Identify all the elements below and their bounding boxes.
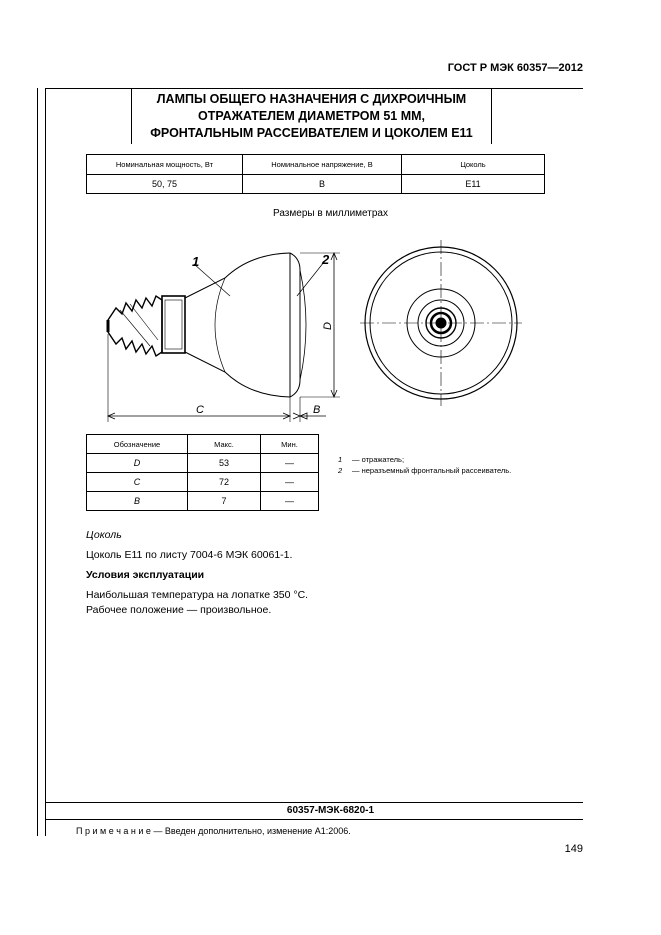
table-row: [87, 492, 319, 511]
spec-header-power: Номинальная мощность, Вт: [87, 155, 243, 175]
conditions-line-1: Наибольшая температура на лопатке 350 °С.: [86, 589, 309, 601]
title-block: [131, 88, 492, 144]
dim-max: 7: [188, 492, 261, 511]
title-line-2: ОТРАЖАТЕЛЕМ ДИАМЕТРОМ 51 ММ,: [197, 108, 426, 123]
legend: [338, 454, 511, 476]
lamp-side-view: [108, 253, 340, 422]
legend-text-1: — отражатель;: [352, 455, 405, 464]
dim-header-designation: Обозначение: [87, 435, 188, 454]
table-row: [87, 454, 319, 473]
base-heading: Цоколь: [86, 529, 122, 541]
list-item: [338, 465, 511, 476]
footer-note: П р и м е ч а н и е — Введен дополнительно, изменение А1:2006.: [76, 826, 351, 836]
table-row: [87, 473, 319, 492]
frame-bottom-top: [45, 802, 583, 803]
dim-min: —: [261, 454, 319, 473]
dim-designation: B: [87, 492, 188, 511]
spec-header-voltage: Номинальное напряжение, В: [243, 155, 402, 175]
legend-key-2: 2: [338, 466, 343, 475]
page-number: 149: [564, 843, 583, 855]
spec-power-value: 50, 75: [87, 175, 243, 194]
drawing-label-1: 1: [192, 254, 200, 269]
legend-key-1: 1: [338, 455, 343, 464]
spec-header-base: Цоколь: [402, 155, 545, 175]
dim-designation: D: [87, 454, 188, 473]
dim-header-max: Макс.: [188, 435, 261, 454]
frame-left-outer: [37, 88, 38, 836]
dim-designation: C: [87, 473, 188, 492]
frame-left-inner: [45, 88, 46, 836]
base-text: Цоколь E11 по листу 7004-6 МЭК 60061-1.: [86, 549, 293, 561]
sheet-code: 60357-МЭК-6820-1: [286, 805, 375, 816]
frame-bottom: [45, 819, 583, 820]
conditions-line-2: Рабочее положение — произвольное.: [86, 604, 272, 616]
spec-base-value: E11: [402, 175, 545, 194]
dim-min: —: [261, 473, 319, 492]
drawing-label-2: 2: [322, 252, 330, 267]
list-item: [338, 454, 511, 465]
standard-number: ГОСТ Р МЭК 60357—2012: [447, 62, 583, 74]
title-line-1: ЛАМПЫ ОБЩЕГО НАЗНАЧЕНИЯ С ДИХРОИЧНЫМ: [156, 91, 467, 106]
dimension-c-label: C: [196, 404, 204, 416]
dim-header-min: Мин.: [261, 435, 319, 454]
lamp-front-view: [360, 240, 522, 406]
dim-max: 72: [188, 473, 261, 492]
dimensions-table: [86, 434, 319, 511]
spec-voltage-value: B: [243, 175, 402, 194]
legend-text-2: — неразъемный фронтальный рассеиватель.: [352, 466, 512, 475]
title-line-3: ФРОНТАЛЬНЫМ РАССЕИВАТЕЛЕМ И ЦОКОЛЕМ E11: [150, 125, 473, 140]
dimension-b-label: B: [313, 404, 321, 416]
dim-max: 53: [188, 454, 261, 473]
spec-table: [86, 154, 545, 194]
drawing-caption: Размеры в миллиметрах: [273, 208, 388, 219]
dimension-d-label: D: [322, 322, 334, 330]
conditions-heading: Условия эксплуатации: [86, 569, 205, 581]
dim-min: —: [261, 492, 319, 511]
lamp-drawing: [0, 230, 661, 430]
